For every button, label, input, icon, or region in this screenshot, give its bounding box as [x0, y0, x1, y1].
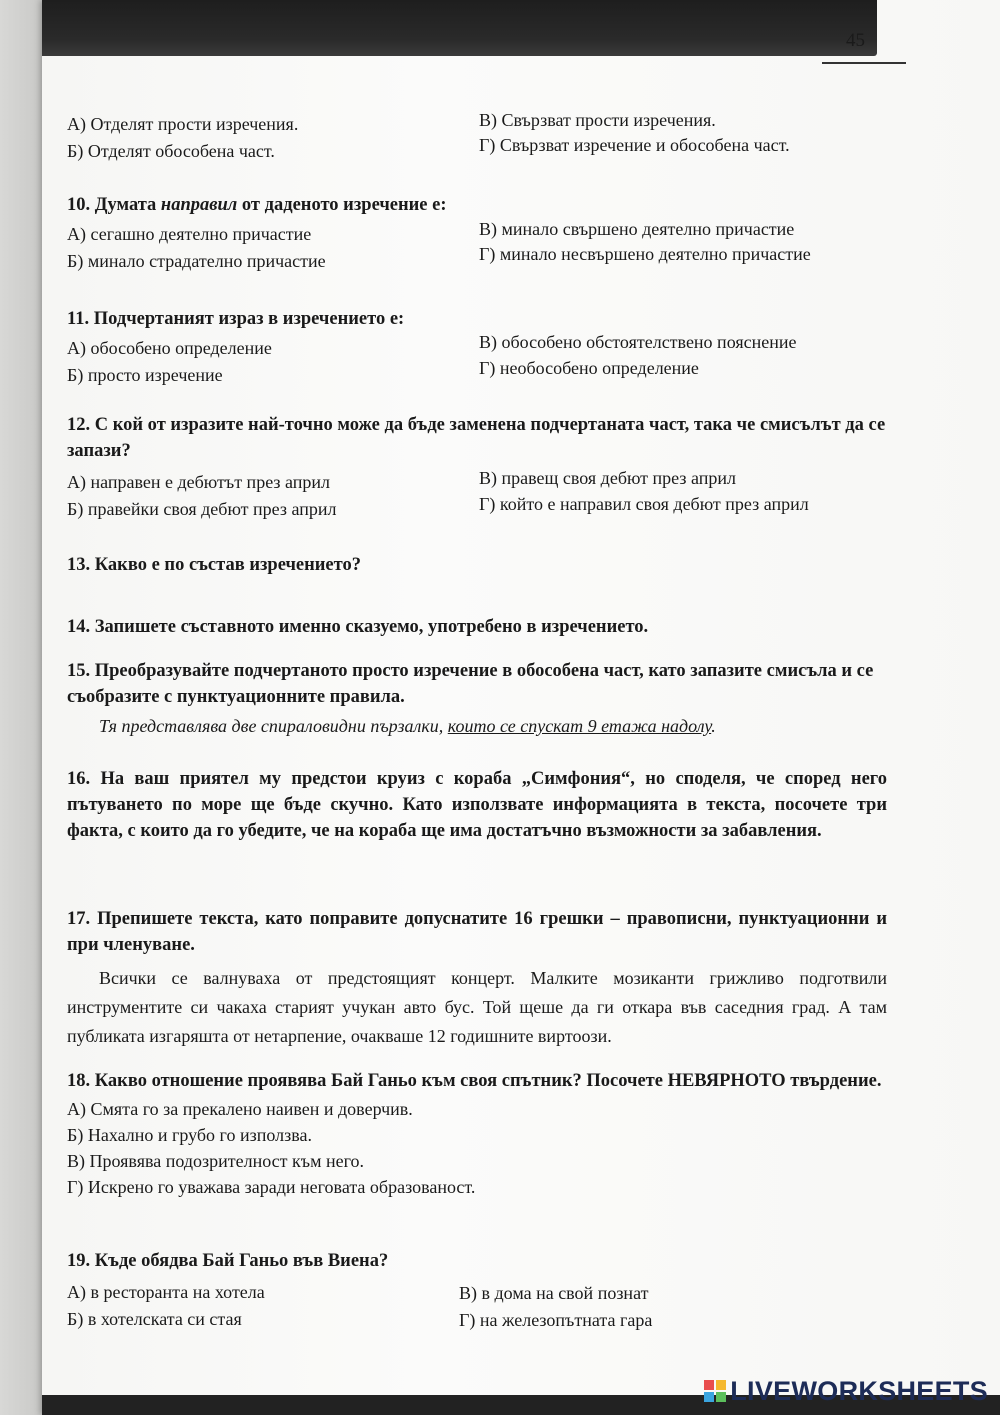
- option-v[interactable]: В) Проявява подозрителност към него.: [67, 1151, 365, 1171]
- question-11: [67, 306, 887, 390]
- option-v[interactable]: В) в дома на свой познат: [459, 1283, 649, 1303]
- question-13-title: 13. Какво е по състав изречението?: [67, 555, 361, 575]
- question-12: [67, 412, 887, 524]
- underlined-phrase: които се спускат 9 етажа надолу: [447, 716, 712, 736]
- option-b[interactable]: Б) в хотелската си стая: [67, 1309, 242, 1329]
- question-13: [67, 552, 887, 578]
- option-b[interactable]: Б) Отделят обособена част.: [67, 141, 275, 161]
- question-15-title: 15. Преобразувайте подчертаното просто изречение в обособена част, като запазите смисъла и се съобразите с пунктуационните правила.: [67, 661, 874, 707]
- question-17: [67, 906, 887, 1051]
- option-b[interactable]: Б) просто изречение: [67, 365, 223, 385]
- question-14-title: 14. Запишете съставното именно сказуемо, употребено в изречението.: [67, 617, 649, 637]
- watermark-text: LIVEWORKSHEETS: [730, 1376, 988, 1406]
- option-b[interactable]: Б) минало страдателно причастие: [67, 251, 326, 271]
- page-number: 45: [846, 30, 865, 51]
- option-v[interactable]: В) правещ своя дебют през април: [479, 468, 737, 488]
- question-9-options: [67, 112, 887, 166]
- question-19: [67, 1248, 887, 1334]
- page-binding-edge: [0, 0, 42, 1415]
- option-g[interactable]: Г) минало несвършено деятелно причастие: [479, 244, 811, 264]
- option-a[interactable]: А) сегашно деятелно причастие: [67, 224, 312, 244]
- worksheet-page: [42, 0, 1000, 1415]
- header-rule: [822, 62, 906, 64]
- option-a[interactable]: А) обособено определение: [67, 338, 272, 358]
- question-11-title: 11. Подчертаният израз в изречението е:: [67, 309, 405, 329]
- question-17-title: 17. Препишете текста, като поправите допуснатите 16 грешки – правописни, пунктуационни и при членуване.: [67, 909, 887, 955]
- question-15: [67, 658, 887, 739]
- option-a[interactable]: А) Отделят прости изречения.: [67, 114, 299, 134]
- liveworksheets-logo-icon: [704, 1380, 726, 1402]
- liveworksheets-watermark: [704, 1376, 988, 1407]
- question-18: [67, 1068, 887, 1200]
- option-g[interactable]: Г) който е направил своя дебют през април: [479, 494, 809, 514]
- option-v[interactable]: В) минало свършено деятелно причастие: [479, 219, 795, 239]
- header-bar: [42, 0, 877, 56]
- question-18-title: 18. Какво отношение проявява Бай Ганьо към своя спътник? Посочете НЕВЯРНОТО твърдение.: [67, 1071, 882, 1091]
- option-b[interactable]: Б) правейки своя дебют през април: [67, 499, 337, 519]
- option-v[interactable]: В) Свързват прости изречения.: [479, 110, 716, 130]
- question-10: [67, 192, 887, 276]
- option-a[interactable]: А) направен е дебютът през април: [67, 472, 331, 492]
- question-15-quote: Тя представлява две спираловидни пързалки, които се спускат 9 етажа надолу.: [99, 716, 716, 736]
- question-10-title: 10. Думата направил от даденото изречение е:: [67, 195, 447, 215]
- option-v[interactable]: В) обособено обстоятелствено пояснение: [479, 332, 797, 352]
- question-14: [67, 614, 887, 640]
- question-17-text: Всички се валнуваха от предстоящият концерт. Малките мозиканти грижливо подготвили инструментите си чакаха старият учукан авто бус. Той щеше да ги откара във саседния град. А там публиката изгаряшта от нетарпение, очакваше 12 годишните виртоози.: [67, 968, 887, 1046]
- option-g[interactable]: Г) на железопътната гара: [459, 1310, 653, 1330]
- option-b[interactable]: Б) Нахално и грубо го използва.: [67, 1125, 312, 1145]
- option-g[interactable]: Г) Свързват изречение и обособена част.: [479, 135, 790, 155]
- option-g[interactable]: Г) Искрено го уважава заради неговата образованост.: [67, 1177, 476, 1197]
- question-12-title: 12. С кой от изразите най-точно може да бъде заменена подчертаната част, така че смисълът да се запази?: [67, 415, 886, 461]
- question-19-title: 19. Къде обядва Бай Ганьо във Виена?: [67, 1251, 389, 1271]
- option-a[interactable]: А) в ресторанта на хотела: [67, 1282, 265, 1302]
- question-16: [67, 766, 887, 844]
- question-16-title: 16. На ваш приятел му предстои круиз с кораба „Симфония“, но споделя, че според него пътуването по море ще бъде скучно. Като използвате информацията в текста, посочете три факта, с които да го убедите, че на кораба ще има достатъчно възможности за забавления.: [67, 769, 887, 841]
- option-a[interactable]: А) Смята го за прекалено наивен и доверчив.: [67, 1099, 413, 1119]
- option-g[interactable]: Г) необособено определение: [479, 358, 699, 378]
